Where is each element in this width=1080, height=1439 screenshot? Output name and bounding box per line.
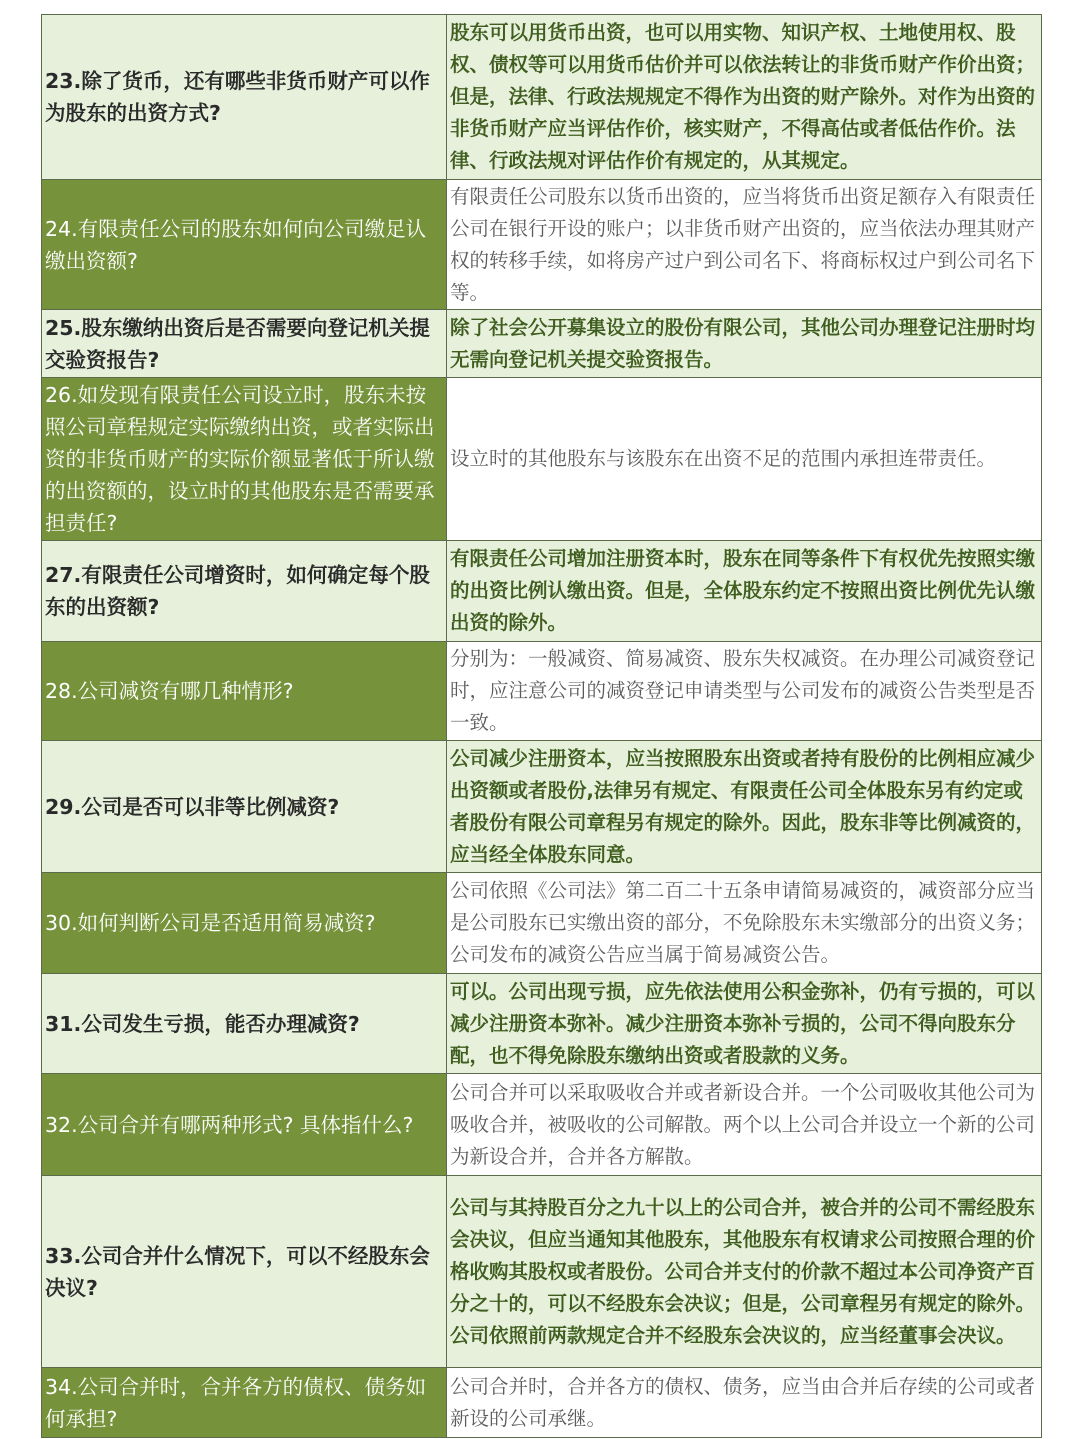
question-cell: 23.除了货币，还有哪些非货币财产可以作为股东的出资方式?: [42, 15, 447, 180]
question-cell: 26.如发现有限责任公司设立时，股东未按照公司章程规定实际缴纳出资，或者实际出资的非货币财产的实际价额显著低于所认缴的出资额的，设立时的其他股东是否需要承担责任?: [42, 378, 447, 541]
question-cell: 28.公司减资有哪几种情形?: [42, 642, 447, 741]
answer-cell: 设立时的其他股东与该股东在出资不足的范围内承担连带责任。: [447, 378, 1042, 541]
answer-cell: 有限责任公司增加注册资本时，股东在同等条件下有权优先按照实缴的出资比例认缴出资。但是，全体股东约定不按照出资比例优先认缴出资的除外。: [447, 541, 1042, 642]
faq-row-34: [42, 1368, 1042, 1438]
faq-row-29: [42, 741, 1042, 873]
faq-row-33: [42, 1176, 1042, 1368]
answer-cell: 分别为：一般减资、简易减资、股东失权减资。在办理公司减资登记时，应注意公司的减资登记申请类型与公司发布的减资公告类型是否一致。: [447, 642, 1042, 741]
answer-cell: 公司与其持股百分之九十以上的公司合并，被合并的公司不需经股东会决议，但应当通知其他股东，其他股东有权请求公司按照合理的价格收购其股权或者股份。公司合并支付的价款不超过本公司净资产百分之十的，可以不经股东会决议；但是，公司章程另有规定的除外。公司依照前两款规定合并不经股东会决议的，应当经董事会决议。: [447, 1176, 1042, 1368]
question-cell: 33.公司合并什么情况下，可以不经股东会决议?: [42, 1176, 447, 1368]
faq-row-25: [42, 310, 1042, 378]
faq-row-28: [42, 642, 1042, 741]
answer-cell: 公司合并时，合并各方的债权、债务，应当由合并后存续的公司或者新设的公司承继。: [447, 1368, 1042, 1438]
faq-row-31: [42, 974, 1042, 1074]
answer-cell: 公司依照《公司法》第二百二十五条申请简易减资的，减资部分应当是公司股东已实缴出资的部分，不免除股东未实缴部分的出资义务；公司发布的减资公告应当属于简易减资公告。: [447, 873, 1042, 974]
faq-row-27: [42, 541, 1042, 642]
question-cell: 31.公司发生亏损，能否办理减资?: [42, 974, 447, 1074]
answer-cell: 股东可以用货币出资，也可以用实物、知识产权、土地使用权、股权、债权等可以用货币估价并可以依法转让的非货币财产作价出资；但是，法律、行政法规规定不得作为出资的财产除外。对作为出资的非货币财产应当评估作价，核实财产，不得高估或者低估作价。法律、行政法规对评估作价有规定的，从其规定。: [447, 15, 1042, 180]
question-cell: 29.公司是否可以非等比例减资?: [42, 741, 447, 873]
faq-row-30: [42, 873, 1042, 974]
question-cell: 24.有限责任公司的股东如何向公司缴足认缴出资额?: [42, 180, 447, 310]
question-cell: 30.如何判断公司是否适用简易减资?: [42, 873, 447, 974]
answer-cell: 公司合并可以采取吸收合并或者新设合并。一个公司吸收其他公司为吸收合并，被吸收的公司解散。两个以上公司合并设立一个新的公司为新设合并，合并各方解散。: [447, 1074, 1042, 1176]
question-cell: 34.公司合并时，合并各方的债权、债务如何承担?: [42, 1368, 447, 1438]
answer-cell: 有限责任公司股东以货币出资的，应当将货币出资足额存入有限责任公司在银行开设的账户；以非货币财产出资的，应当依法办理其财产权的转移手续，如将房产过户到公司名下、将商标权过户到公司名下等。: [447, 180, 1042, 310]
question-cell: 27.有限责任公司增资时，如何确定每个股东的出资额?: [42, 541, 447, 642]
faq-table-body: [42, 15, 1042, 1438]
faq-row-26: [42, 378, 1042, 541]
answer-cell: 除了社会公开募集设立的股份有限公司，其他公司办理登记注册时均无需向登记机关提交验资报告。: [447, 310, 1042, 378]
question-cell: 32.公司合并有哪两种形式? 具体指什么?: [42, 1074, 447, 1176]
faq-row-24: [42, 180, 1042, 310]
faq-row-32: [42, 1074, 1042, 1176]
faq-table: [41, 14, 1042, 1438]
question-cell: 25.股东缴纳出资后是否需要向登记机关提交验资报告?: [42, 310, 447, 378]
faq-row-23: [42, 15, 1042, 180]
answer-cell: 公司减少注册资本，应当按照股东出资或者持有股份的比例相应减少出资额或者股份,法律另有规定、有限责任公司全体股东另有约定或者股份有限公司章程另有规定的除外。因此，股东非等比例减资的，应当经全体股东同意。: [447, 741, 1042, 873]
answer-cell: 可以。公司出现亏损，应先依法使用公积金弥补，仍有亏损的，可以减少注册资本弥补。减少注册资本弥补亏损的，公司不得向股东分配，也不得免除股东缴纳出资或者股款的义务。: [447, 974, 1042, 1074]
